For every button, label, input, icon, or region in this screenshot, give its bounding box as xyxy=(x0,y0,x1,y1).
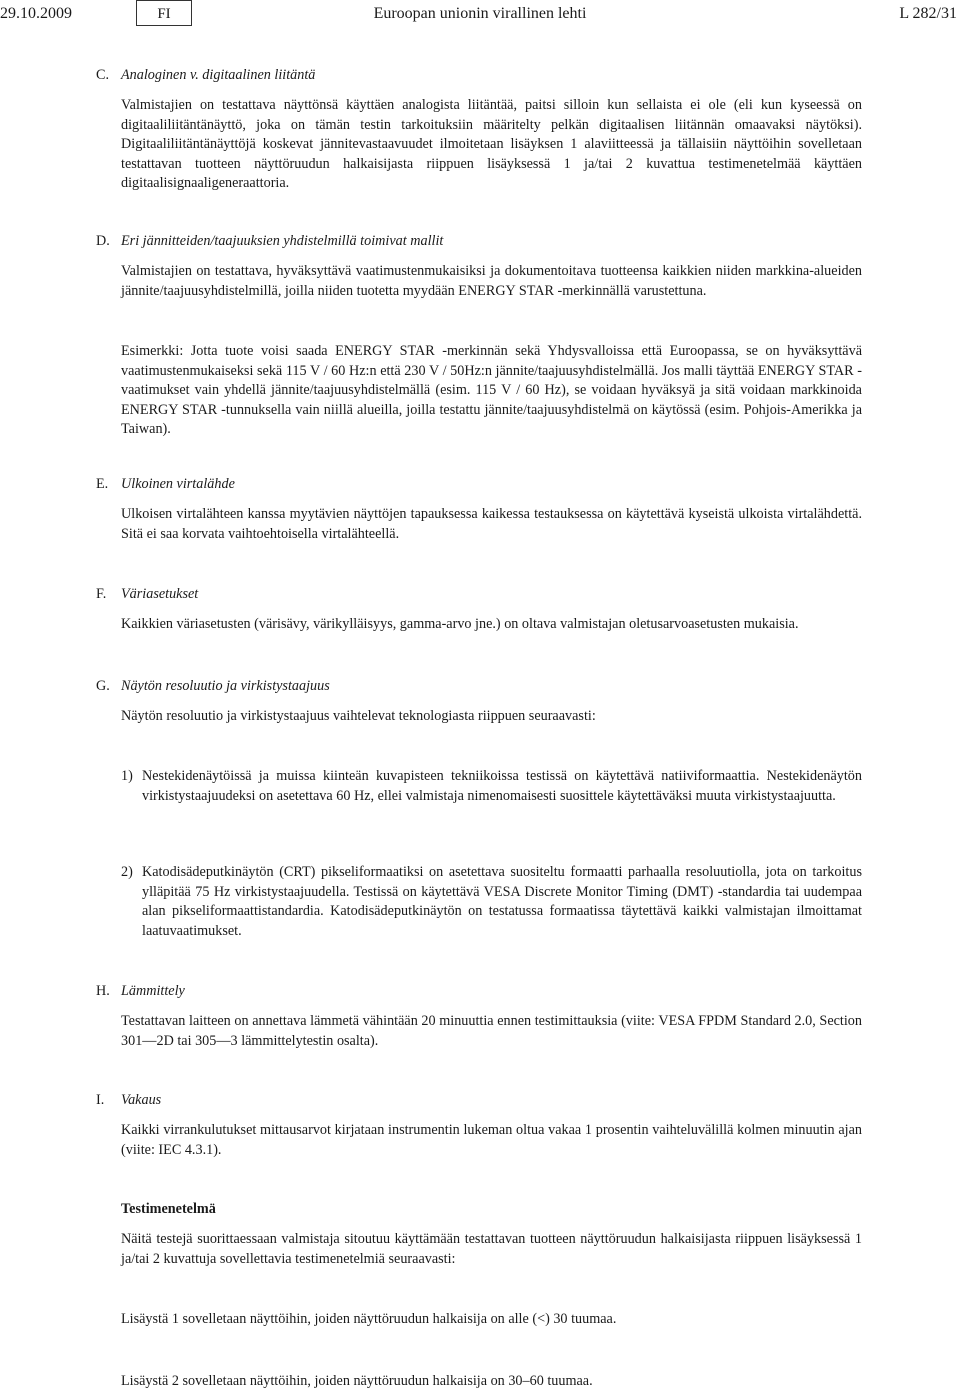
language-box: FI xyxy=(136,0,192,26)
section-title: Väriasetukset xyxy=(121,586,199,602)
journal-title: Euroopan unionin virallinen lehti xyxy=(373,5,587,22)
list-item-text: Katodisädeputkinäytön (CRT) pikseliformaatiksi on asetettava suositeltu formaatti parhaalla resoluutiolla, jota on tarkoitus ylläpitää 75 Hz virkistystaajuudella. Testissä on käytettävä VESA Discrete Monitor Timing (DMT) -standardia tai uudempaa alan pikseliformaattistandardia. Katodisädeputkinäytön on testatussa formaatissa täytettävä kaikki valmistajan ilmoittamat laatuvaatimukset. xyxy=(142,864,862,939)
section-title: Lämmittely xyxy=(121,983,185,999)
section-f-heading xyxy=(96,585,198,605)
section-title: Analoginen v. digitaalinen liitäntä xyxy=(121,67,316,83)
section-title: Vakaus xyxy=(121,1092,162,1108)
list-item-text: Nestekidenäytöissä ja muissa kiinteän kuvapisteen tekniikoissa testissä on käytettävä natiiviformaattia. Nestekidenäytön virkistystaajuudeksi on asetettava 60 Hz, ellei valmistaja nimenomaisesti suosittele käytettäväksi muuta virkistystaajuutta. xyxy=(142,768,862,804)
section-title: Eri jännitteiden/taajuuksien yhdistelmillä toimivat mallit xyxy=(121,233,444,249)
section-i-paragraph: Kaikki virrankulutukset mittausarvot kirjataan instrumentin lukeman oltua vakaa 1 prosentin vaihteluvälillä kolmen minuutin ajan (viite: IEC 4.3.1). xyxy=(121,1122,862,1158)
header-date: 29.10.2009 xyxy=(0,5,72,22)
section-letter: D. xyxy=(96,233,110,249)
section-letter: E. xyxy=(96,476,109,492)
section-d-paragraph: Valmistajien on testattava, hyväksyttävä vaatimustenmukaisiksi ja dokumentoitava tuotteensa kaikkien niiden markkina-alueiden jännite/taajuusyhdistelmillä, joilla niiden tuotetta myydään ENERGY STAR -merkinnällä varustettuna. xyxy=(121,263,862,299)
section-letter: I. xyxy=(96,1092,105,1108)
section-g-heading xyxy=(96,677,330,697)
section-letter: C. xyxy=(96,67,110,83)
section-title: Näytön resoluutio ja virkistystaajuus xyxy=(121,678,330,694)
page-number: L 282/31 xyxy=(899,5,957,22)
section-e-heading xyxy=(96,475,235,495)
section-d-heading xyxy=(96,232,443,252)
section-title: Ulkoinen virtalähde xyxy=(121,476,235,492)
test-method-appendix-1: Lisäystä 1 sovelletaan näyttöihin, joiden näyttöruudun halkaisija on alle (<) 30 tuumaa. xyxy=(121,1311,617,1327)
section-d-example: Esimerkki: Jotta tuote voisi saada ENERGY STAR -merkinnän sekä Yhdysvalloissa että Euroopassa, se on hyväksyttävä vaatimustenmukaiseksi sekä 115 V / 60 Hz:n että 230 V / 50Hz:n jännite/taajuusyhdistelmällä. Jos malli täyttää ENERGY STAR -vaatimukset vain yhdellä jännite/taajuusyhdistelmällä (esim. 115 V / 60 Hz), se voidaan hyväksyä ja sitä voidaan markkinoida ENERGY STAR -tunnuksella vain niillä alueilla, joilla testattu jännite/taajuusyhdistelmä on käytössä (esim. Pohjois-Amerikka ja Taiwan). xyxy=(121,343,862,437)
list-item-number: 2) xyxy=(121,864,133,880)
section-letter: H. xyxy=(96,983,110,999)
page-header xyxy=(0,4,960,24)
list-item xyxy=(121,863,862,941)
section-e-paragraph: Ulkoisen virtalähteen kanssa myytävien näyttöjen tapauksessa kaikessa testauksessa on käytettävä kyseistä ulkoista virtalähdettä. Sitä ei saa korvata vaihtoehtoisella virtalähteellä. xyxy=(121,506,862,542)
test-method-paragraph: Näitä testejä suorittaessaan valmistaja sitoutuu käyttämään testattavan tuotteen näyttöruudun halkaisijasta riippuen lisäyksessä 1 ja/tai 2 kuvattuja sovellettavia testimenetelmiä seuraavasti: xyxy=(121,1231,862,1267)
section-h-paragraph: Testattavan laitteen on annettava lämmetä vähintään 20 minuuttia ennen testimittauksia (viite: VESA FPDM Standard 2.0, Section 301—2D tai 305—3 lämmittelytestin osalta). xyxy=(121,1013,862,1049)
test-method-appendix-2: Lisäystä 2 sovelletaan näyttöihin, joiden näyttöruudun halkaisija on 30–60 tuumaa. xyxy=(121,1373,593,1389)
test-method-heading: Testimenetelmä xyxy=(121,1201,216,1217)
section-g-paragraph: Näytön resoluutio ja virkistystaajuus vaihtelevat teknologiasta riippuen seuraavasti: xyxy=(121,708,596,724)
section-c-heading xyxy=(96,66,315,86)
list-item-number: 1) xyxy=(121,768,133,784)
section-f-paragraph: Kaikkien väriasetusten (värisävy, värikylläisyys, gamma-arvo jne.) on oltava valmistajan oletusarvoasetusten mukaisia. xyxy=(121,616,799,632)
list-item xyxy=(121,767,862,806)
section-h-heading xyxy=(96,982,185,1002)
section-letter: G. xyxy=(96,678,110,694)
section-i-heading xyxy=(96,1091,161,1111)
section-letter: F. xyxy=(96,586,107,602)
section-c-paragraph: Valmistajien on testattava näyttönsä käyttäen analogista liitäntää, paitsi silloin kun sellaista ei ole (eli kun kyseessä on digitaaliliitäntänäyttö, joka on tämän testin tarkoituksiin määritelty pelkän digitaalisen liitännän omaavaksi näytöksi). Digitaaliliitäntänäyttöjä koskevat jännitevastaavuudet ilmoitetaan lisäyksen 1 alaviitteessä ja tällaisiin näyttöihin sovelletaan testattavan tuotteen näyttöruudun halkaisijasta riippuen lisäyksessä 1 ja/tai 2 kuvattua testimenetelmää käyttäen digitaalisignaaligeneraattoria. xyxy=(121,97,862,191)
